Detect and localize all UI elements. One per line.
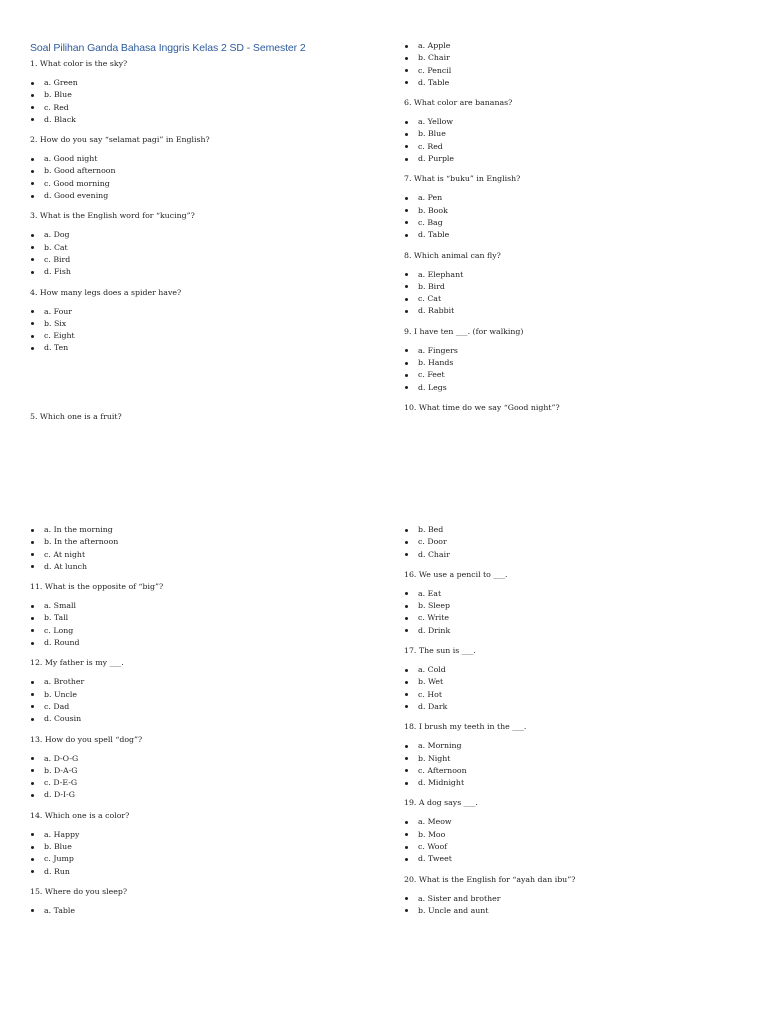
option-item: a. Fingers [404,345,744,357]
question-block-14 [30,810,370,878]
option-item: c. Red [30,102,370,114]
question-text: 7. What is “buku” in English? [404,174,521,184]
question-block-11 [30,581,370,649]
option-item: c. Jump [30,853,370,865]
option-item: d. Cousin [30,713,370,725]
option-item: d. Ten [30,342,370,354]
question-text: 6. What color are bananas? [404,98,513,108]
option-list [30,229,370,278]
option-item: b. Six [30,318,370,330]
option-item: d. Table [404,229,744,241]
question-text: 9. I have ten ___. (for walking) [404,326,524,336]
question-block-7 [404,173,744,241]
question-text: 17. The sun is ___. [404,646,476,656]
document-page-2 [0,512,768,1024]
question-text: 20. What is the English for “ayah dan ibu”? [404,874,576,884]
option-list [30,753,370,802]
question-block-12 [30,657,370,725]
option-item: c. Write [404,612,744,624]
document-title: Soal Pilihan Ganda Bahasa Inggris Kelas 2 SD - Semester 2 [30,42,306,54]
option-item: c. Bird [30,254,370,266]
option-list-continued [30,524,370,573]
option-item: a. Meow [404,816,744,828]
option-list [30,905,370,917]
option-item: c. Cat [404,293,744,305]
option-item: c. Feet [404,369,744,381]
option-item: b. Tall [30,612,370,624]
option-item: b. Bed [404,524,744,536]
question-block-9 [404,326,744,394]
question-block-17 [404,645,744,713]
option-item: a. Four [30,306,370,318]
option-item: b. Uncle and aunt [404,905,744,917]
option-list [404,893,744,918]
option-item: a. Eat [404,588,744,600]
option-item: b. Book [404,205,744,217]
question-text: 13. How do you spell “dog”? [30,734,143,744]
option-list [404,269,744,318]
option-item: c. Door [404,536,744,548]
option-list [404,192,744,241]
option-list-continued [404,524,744,561]
question-text: 12. My father is my ___. [30,658,124,668]
option-item: b. Blue [30,89,370,101]
option-item: a. Green [30,77,370,89]
option-item: d. Chair [404,549,744,561]
option-item: b. D-A-G [30,765,370,777]
question-block-4 [30,287,370,355]
option-list [30,306,370,355]
option-item: b. Blue [404,128,744,140]
option-item: a. D-O-G [30,753,370,765]
option-list [30,77,370,126]
option-item: d. Midnight [404,777,744,789]
option-item: c. Good morning [30,178,370,190]
option-item: d. D-I-G [30,789,370,801]
option-item: c. Dad [30,701,370,713]
option-item: a. Cold [404,664,744,676]
option-item: b. Cat [30,242,370,254]
question-block-13 [30,734,370,802]
option-item: a. Apple [404,40,744,52]
option-item: d. Good evening [30,190,370,202]
page-1-right-column [404,40,744,421]
question-block-2 [30,134,370,202]
option-item: b. Sleep [404,600,744,612]
question-block-6 [404,97,744,165]
option-item: b. Night [404,753,744,765]
option-item: d. Run [30,866,370,878]
option-item: b. Good afternoon [30,165,370,177]
option-item: a. Morning [404,740,744,752]
option-item: c. Hot [404,689,744,701]
option-item: b. Chair [404,52,744,64]
question-text: 3. What is the English word for “kucing”? [30,211,195,221]
page-1-left-column [30,0,370,430]
option-item: d. At lunch [30,561,370,573]
option-item: a. Brother [30,676,370,688]
question-text: 11. What is the opposite of “big”? [30,582,164,592]
option-item: d. Rabbit [404,305,744,317]
question-text: 18. I brush my teeth in the ___. [404,722,527,732]
option-item: d. Drink [404,625,744,637]
option-item: a. Yellow [404,116,744,128]
page-2-right-column [404,524,744,925]
option-item: c. Woof [404,841,744,853]
page-2-left-column [30,524,370,925]
option-item: a. Table [30,905,370,917]
option-item: d. Table [404,77,744,89]
option-list [30,153,370,202]
option-item: c. Pencil [404,65,744,77]
question-text: 8. Which animal can fly? [404,250,501,260]
option-item: b. Uncle [30,689,370,701]
option-item: a. Dog [30,229,370,241]
option-item: b. Bird [404,281,744,293]
option-list [404,740,744,789]
question-text-5: 5. Which one is a fruit? [30,411,122,421]
question-text: 14. Which one is a color? [30,810,130,820]
option-list [30,676,370,725]
option-list [30,829,370,878]
option-item: a. Sister and brother [404,893,744,905]
option-item: d. Tweet [404,853,744,865]
question-block-8 [404,250,744,318]
option-item: d. Black [30,114,370,126]
question-block-3 [30,210,370,278]
option-list [404,345,744,394]
option-list-continued [404,40,744,89]
question-block-18 [404,721,744,789]
question-text: 4. How many legs does a spider have? [30,287,182,297]
option-list [30,600,370,649]
question-block-16 [404,569,744,637]
option-list [404,116,744,165]
question-text: 1. What color is the sky? [30,59,128,68]
option-item: a. Good night [30,153,370,165]
option-item: a. Small [30,600,370,612]
question-block-20 [404,874,744,918]
option-item: a. Elephant [404,269,744,281]
option-item: d. Dark [404,701,744,713]
option-item: c. Eight [30,330,370,342]
question-text: 2. How do you say “selamat pagi” in English? [30,135,210,145]
option-item: c. Long [30,625,370,637]
option-list [404,664,744,713]
option-list [404,816,744,865]
option-item: b. In the afternoon [30,536,370,548]
option-item: c. At night [30,549,370,561]
question-text: 16. We use a pencil to ___. [404,569,508,579]
option-item: b. Wet [404,676,744,688]
option-item: b. Blue [30,841,370,853]
option-list [404,588,744,637]
option-item: c. D-E-G [30,777,370,789]
option-item: d. Round [30,637,370,649]
option-item: b. Moo [404,829,744,841]
option-item: d. Fish [30,266,370,278]
option-item: a. Pen [404,192,744,204]
question-block-15 [30,886,370,917]
question-text: 19. A dog says ___. [404,798,478,808]
question-text: 15. Where do you sleep? [30,886,128,896]
option-item: a. Happy [30,829,370,841]
option-item: b. Hands [404,357,744,369]
question-block-1 [30,58,370,126]
option-item: d. Legs [404,382,744,394]
option-item: a. In the morning [30,524,370,536]
option-item: c. Afternoon [404,765,744,777]
option-item: c. Bag [404,217,744,229]
question-block-19 [404,797,744,865]
option-item: d. Purple [404,153,744,165]
option-item: c. Red [404,141,744,153]
question-text-10: 10. What time do we say “Good night”? [404,402,560,412]
